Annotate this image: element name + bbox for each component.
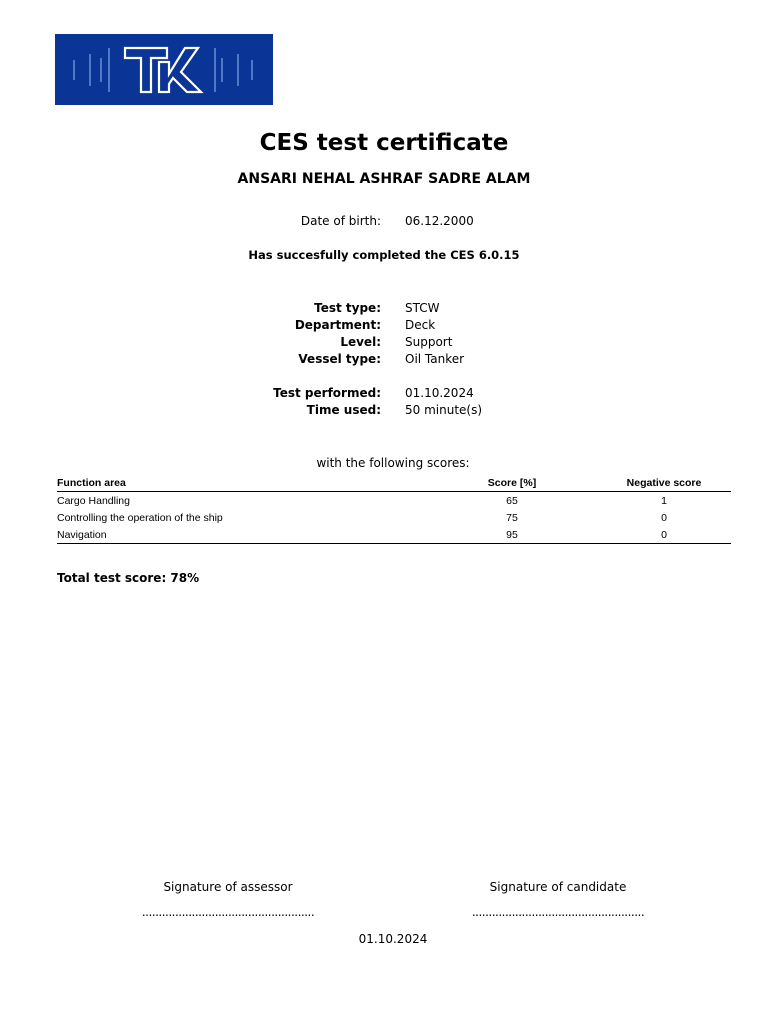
scores-intro: with the following scores: — [316, 456, 470, 470]
table-header-row — [57, 476, 731, 492]
negative-score-cell: 0 — [597, 526, 731, 544]
function-area-cell: Navigation — [57, 526, 427, 544]
tk-logo-graphic — [55, 34, 273, 105]
assessor-signature-label: Signature of assessor — [163, 880, 293, 894]
function-area-cell: Controlling the operation of the ship — [57, 511, 223, 524]
function-area-cell: Cargo Handling — [57, 494, 130, 507]
completion-statement: Has succesfully completed the CES 6.0.15 — [248, 248, 520, 262]
department-label: Department: — [294, 318, 381, 332]
total-test-score: Total test score: 78% — [57, 571, 200, 585]
test-performed-value: 01.10.2024 — [405, 386, 474, 400]
test-type-value: STCW — [405, 301, 440, 315]
table-row — [57, 509, 731, 526]
scores-table — [57, 476, 731, 544]
candidate-signature-label: Signature of candidate — [489, 880, 627, 894]
vessel-type-label: Vessel type: — [298, 352, 381, 366]
candidate-signature-line: .................................................... — [471, 905, 645, 919]
negative-score-cell: 1 — [661, 494, 667, 507]
column-header-function-area: Function area — [57, 476, 427, 492]
level-label: Level: — [340, 335, 381, 349]
test-type-label: Test type: — [314, 301, 381, 315]
certificate-title: CES test certificate — [259, 130, 509, 156]
time-used-label: Time used: — [306, 403, 381, 417]
table-row — [57, 492, 731, 510]
column-header-negative-score: Negative score — [597, 476, 731, 492]
table-row — [57, 526, 731, 544]
test-performed-label: Test performed: — [273, 386, 381, 400]
negative-score-cell: 0 — [661, 511, 667, 524]
score-cell: 95 — [427, 526, 597, 544]
dob-value: 06.12.2000 — [405, 214, 474, 228]
dob-label: Date of birth: — [300, 214, 381, 228]
column-header-score: Score [%] — [427, 476, 597, 492]
issue-date: 01.10.2024 — [358, 932, 428, 946]
level-value: Support — [405, 335, 453, 349]
candidate-name: ANSARI NEHAL ASHRAF SADRE ALAM — [237, 171, 531, 187]
company-logo — [55, 34, 273, 105]
score-cell: 75 — [506, 511, 518, 524]
time-used-value: 50 minute(s) — [405, 403, 483, 417]
score-cell: 65 — [506, 494, 518, 507]
department-value: Deck — [405, 318, 436, 332]
assessor-signature-line: .................................................... — [141, 905, 315, 919]
vessel-type-value: Oil Tanker — [405, 352, 465, 366]
